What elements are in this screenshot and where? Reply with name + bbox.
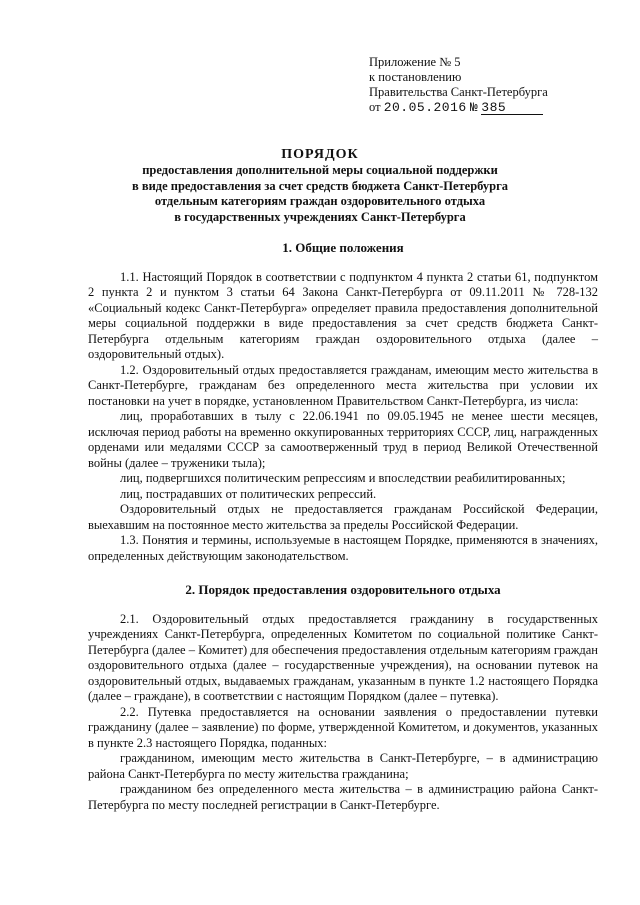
document-title xyxy=(100,146,540,225)
annex-issuer: Правительства Санкт-Петербурга xyxy=(369,85,548,99)
list-item-home-front-workers: лиц, проработавших в тылу с 22.06.1941 по 09.05.1945 не менее шести месяцев, исключая период работы на временно оккупированных территориях СССР, лиц, награжденных орденами или медалями СССР за самоотверженный труд в период Великой Отечественной войны (далее – труженики тыла); xyxy=(88,409,598,470)
paragraph-exclusion: Оздоровительный отдых не предоставляется гражданам Российской Федерации, выехавшим на постоянное место жительства за пределы Российской Федерации. xyxy=(88,502,598,532)
paragraph-1-1: 1.1. Настоящий Порядок в соответствии с подпунктом 4 пункта 2 статьи 61, подпунктом 2 пункта 2 и пунктом 3 статьи 64 Закона Санкт-Петербурга от 09.11.2011 № 728-132 «Социальный кодекс Санкт-Петербурга» определяет правила предоставления дополнительной меры социальной поддержки в виде предоставления за счет средств бюджета Санкт-Петербурга отдельным категориям граждан оздоровительного отдыха (далее – оздоровительный отдых). xyxy=(88,269,598,361)
section-1-heading: 1. Общие положения xyxy=(282,240,404,255)
title-line-3: отдельным категориям граждан оздоровительного отдыха xyxy=(154,194,486,208)
annex-number-sign: № xyxy=(469,100,479,115)
list-item-homeless: гражданином без определенного места жительства – в администрацию района Санкт-Петербурга по месту последней регистрации в Санкт-Петербурге. xyxy=(88,782,598,812)
annex-reference: к постановлению xyxy=(369,70,462,84)
annex-header xyxy=(369,55,609,115)
paragraph-2-2: 2.2. Путевка предоставляется на основании заявления о предоставлении путевки гражданину (далее – заявление) по форме, утвержденной Комитетом, и документов, указанных в пункте 2.3 настоящего Порядка, поданных: xyxy=(88,704,598,750)
list-item-repression-victims: лиц, пострадавших от политических репрессий. xyxy=(120,486,377,501)
title-line-1: предоставления дополнительной меры социальной поддержки xyxy=(142,163,498,177)
section-gap xyxy=(88,564,598,582)
title-line-2: в виде предоставления за счет средств бюджета Санкт-Петербурга xyxy=(131,178,509,193)
title-line-4: в государственных учреждениях Санкт-Петербурга xyxy=(174,209,466,224)
list-item-residents: гражданином, имеющим место жительства в Санкт-Петербурге, – в администрацию района Санкт-Петербурга по месту жительства гражданина; xyxy=(88,751,598,781)
annex-number: Приложение № 5 xyxy=(369,55,461,69)
paragraph-1-3: 1.3. Понятия и термины, используемые в настоящем Порядке, применяются в значениях, определенных действующим законодательством. xyxy=(88,533,598,563)
title-main: ПОРЯДОК xyxy=(281,147,359,162)
annex-decree-number: 385 xyxy=(481,101,543,115)
annex-date: 20.05.2016 xyxy=(383,100,467,115)
section-2-heading: 2. Порядок предоставления оздоровительного отдыха xyxy=(185,582,501,597)
list-item-rehabilitated: лиц, подвергшихся политическим репрессиям и впоследствии реабилитированных; xyxy=(120,471,566,485)
paragraph-2-1: 2.1. Оздоровительный отдых предоставляется гражданину в государственных учреждениях Санкт-Петербурга, определенных Комитетом по социальной политике Санкт-Петербурга (далее – Комитет) для обеспечения предоставления отдельным категориям граждан оздоровительного отдыха (далее – государственные учреждения), на основании путевок на оздоровительный отдых, выдаваемых гражданам, указанным в пункте 1.2 настоящего Порядка (далее – граждане), в соответствии с настоящим Порядком (далее – путевка). xyxy=(88,611,598,703)
annex-date-prefix: от xyxy=(369,100,381,114)
annex-date-line xyxy=(369,100,609,115)
paragraph-1-2: 1.2. Оздоровительный отдых предоставляется гражданам, имеющим место жительства в Санкт-Петербурге, гражданам без определенного места жительства при условии их постановки на учет в порядке, установленном Правительством Санкт-Петербурга, из числа: xyxy=(88,362,598,408)
document-body xyxy=(88,240,598,813)
